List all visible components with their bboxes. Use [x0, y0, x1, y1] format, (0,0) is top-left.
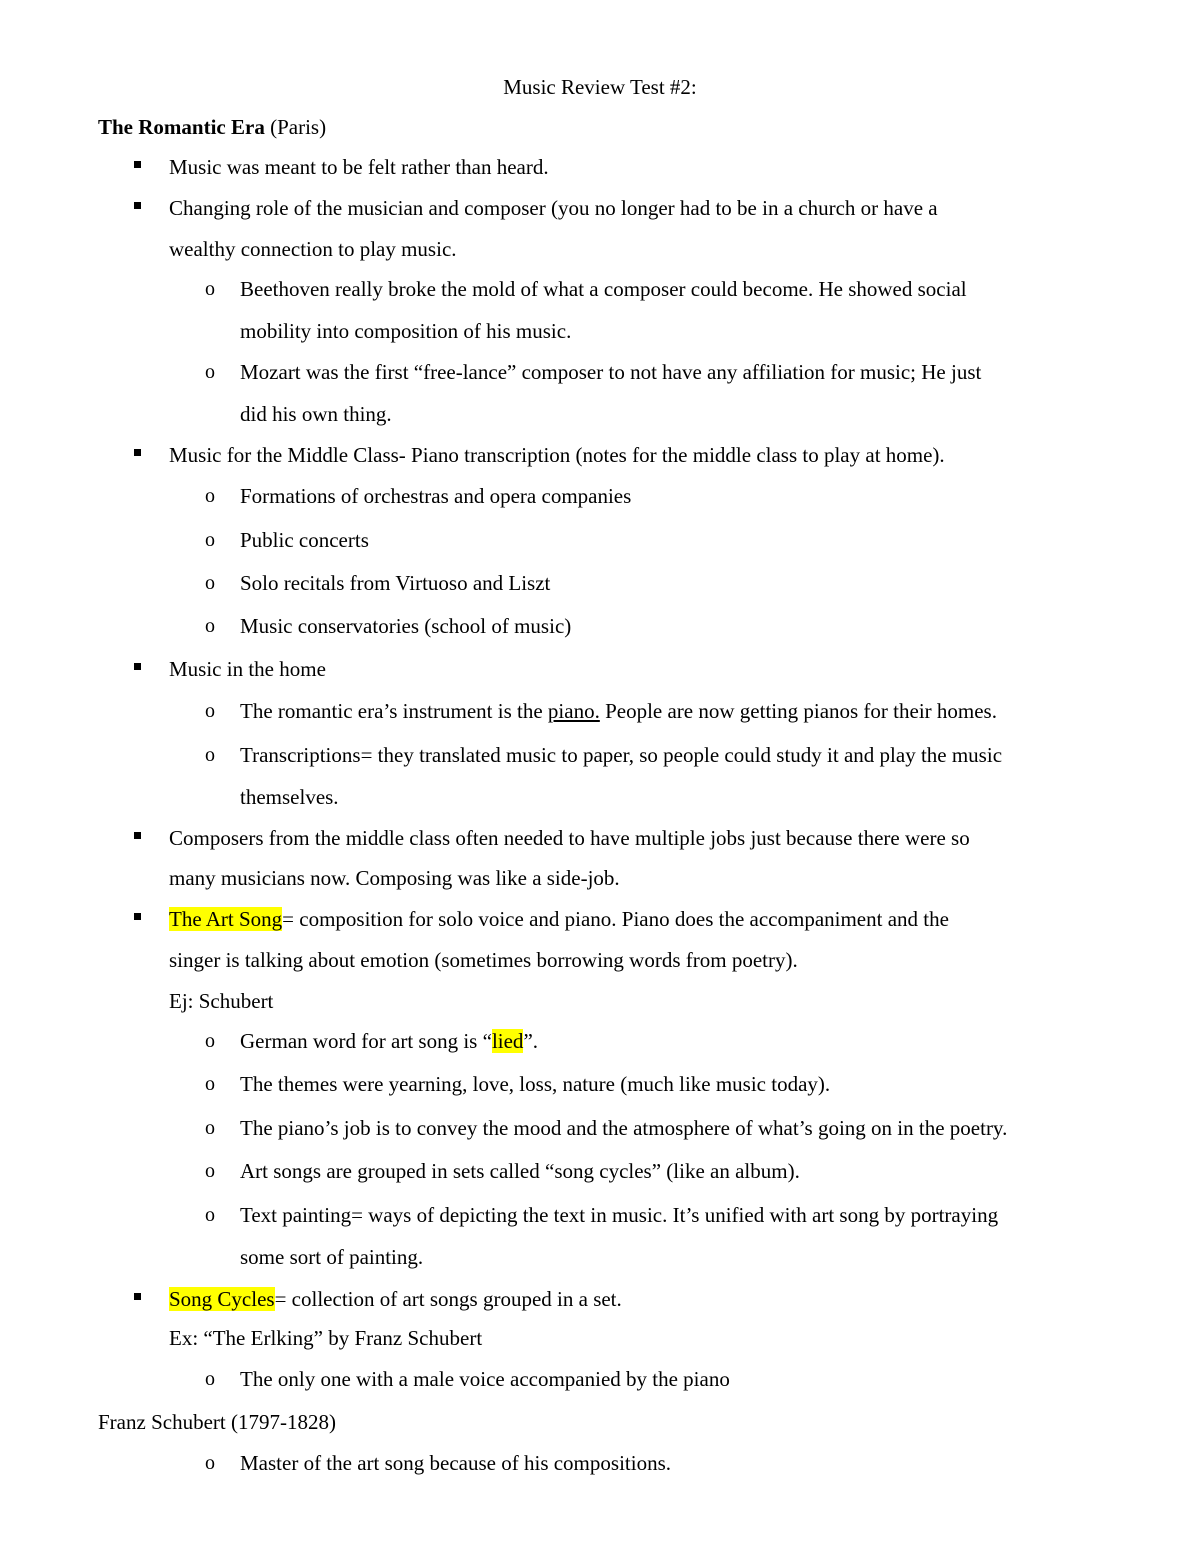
sub-list-item-continuation: themselves.	[240, 785, 339, 809]
highlighted-term: Song Cycles	[169, 1287, 275, 1311]
list-item-continuation: many musicians now. Composing was like a side-job.	[169, 866, 620, 890]
sub-list-item	[240, 1028, 538, 1054]
text-run: ”.	[523, 1029, 539, 1053]
underlined-text: piano.	[547, 699, 600, 723]
circle-bullet-icon: o	[205, 1204, 215, 1226]
sub-list-item: The themes were yearning, love, loss, nature (much like music today).	[240, 1072, 831, 1096]
list-item: Music in the home	[169, 657, 326, 681]
text-run: German word for art song is “	[240, 1029, 492, 1053]
list-item-continuation: singer is talking about emotion (sometimes borrowing words from poetry).	[169, 948, 798, 972]
sub-list-item: Public concerts	[240, 528, 369, 552]
list-item-continuation: wealthy connection to play music.	[169, 237, 457, 261]
circle-bullet-icon: o	[205, 278, 215, 300]
text-run: People are now getting pianos for their homes.	[599, 699, 997, 723]
square-bullet-icon	[134, 832, 141, 839]
circle-bullet-icon: o	[205, 744, 215, 766]
sub-list-item: Formations of orchestras and opera companies	[240, 484, 632, 508]
square-bullet-icon	[134, 161, 141, 168]
circle-bullet-icon: o	[205, 529, 215, 551]
circle-bullet-icon: o	[205, 1452, 215, 1474]
circle-bullet-icon: o	[205, 1368, 215, 1390]
section-heading	[98, 114, 326, 140]
page-title: Music Review Test #2:	[503, 75, 697, 99]
subheading: Franz Schubert (1797-1828)	[98, 1410, 336, 1434]
sub-list-item: Solo recitals from Virtuoso and Liszt	[240, 571, 551, 595]
square-bullet-icon	[134, 913, 141, 920]
circle-bullet-icon: o	[205, 615, 215, 637]
sub-list-item-continuation: some sort of painting.	[240, 1245, 424, 1269]
sub-list-item: Text painting= ways of depicting the text in music. It’s unified with art song by portraying	[240, 1203, 999, 1227]
circle-bullet-icon: o	[205, 700, 215, 722]
circle-bullet-icon: o	[205, 361, 215, 383]
list-item: Music for the Middle Class- Piano transcription (notes for the middle class to play at home).	[169, 443, 945, 467]
sub-list-item: Art songs are grouped in sets called “song cycles” (like an album).	[240, 1159, 800, 1183]
square-bullet-icon	[134, 449, 141, 456]
list-item-example: Ej: Schubert	[169, 989, 274, 1013]
circle-bullet-icon: o	[205, 1030, 215, 1052]
circle-bullet-icon: o	[205, 1160, 215, 1182]
list-item-example: Ex: “The Erlking” by Franz Schubert	[169, 1326, 483, 1350]
sub-list-item: Music conservatories (school of music)	[240, 614, 572, 638]
highlighted-term: lied	[491, 1029, 524, 1053]
sub-list-item	[240, 698, 997, 724]
list-item	[169, 906, 949, 932]
square-bullet-icon	[134, 1293, 141, 1300]
sub-list-item: Beethoven really broke the mold of what a composer could become. He showed social	[240, 277, 967, 301]
list-item: Composers from the middle class often needed to have multiple jobs just because there were so	[169, 826, 970, 850]
text-run: = collection of art songs grouped in a set.	[274, 1287, 622, 1311]
section-heading-rest: (Paris)	[264, 115, 327, 139]
circle-bullet-icon: o	[205, 485, 215, 507]
sub-list-item-continuation: mobility into composition of his music.	[240, 319, 572, 343]
sub-list-item: Master of the art song because of his compositions.	[240, 1451, 671, 1475]
list-item: Music was meant to be felt rather than heard.	[169, 155, 549, 179]
circle-bullet-icon: o	[205, 1117, 215, 1139]
list-item	[169, 1286, 622, 1312]
circle-bullet-icon: o	[205, 1073, 215, 1095]
circle-bullet-icon: o	[205, 572, 215, 594]
square-bullet-icon	[134, 663, 141, 670]
text-run: The romantic era’s instrument is the	[240, 699, 548, 723]
sub-list-item: The piano’s job is to convey the mood and the atmosphere of what’s going on in the poetry.	[240, 1116, 1008, 1140]
sub-list-item: The only one with a male voice accompanied by the piano	[240, 1367, 730, 1391]
list-item: Changing role of the musician and composer (you no longer had to be in a church or have a	[169, 196, 938, 220]
sub-list-item: Mozart was the first “free-lance” composer to not have any affiliation for music; He just	[240, 360, 982, 384]
highlighted-term: The Art Song	[169, 907, 283, 931]
text-run: = composition for solo voice and piano. Piano does the accompaniment and the	[282, 907, 949, 931]
sub-list-item-continuation: did his own thing.	[240, 402, 392, 426]
square-bullet-icon	[134, 202, 141, 209]
section-heading-bold: The Romantic Era	[98, 115, 265, 139]
sub-list-item: Transcriptions= they translated music to paper, so people could study it and play the music	[240, 743, 1003, 767]
